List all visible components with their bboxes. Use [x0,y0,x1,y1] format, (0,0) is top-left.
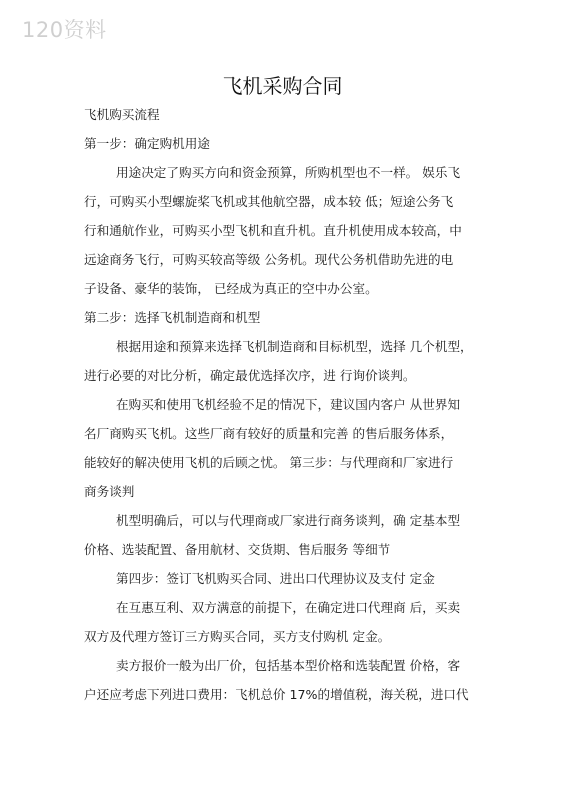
paragraph-line: 用途决定了购买方向和资金预算，所购机型也不一样。 娱乐飞 [116,165,461,180]
paragraph-line: 机型明确后，可以与代理商或厂家进行商务谈判，确 定基本型 [116,513,461,528]
paragraph-line: 根据用途和预算来选择飞机制造商和目标机型，选择 几个机型， [116,339,473,354]
step-heading: 第四步：签订飞机购买合同、进出口代理协议及支付 定金 [116,571,435,586]
paragraph-line: 价格、选装配置、备用航材、交货期、售后服务 等细节 [84,542,391,557]
paragraph-line: 行和通航作业，可购买小型飞机和直升机。直升机使用成本较高，中 [84,223,462,238]
paragraph-line: 户还应考虑下列进口费用：飞机总价 17%的增值税，海关税，进口代 [84,687,469,702]
paragraph-line: 子设备、豪华的装饰， 已经成为真正的空中办公室。 [84,281,378,296]
paragraph-line: 双方及代理方签订三方购买合同，买方支付购机 定金。 [84,629,391,644]
paragraph-line: 在互惠互利、双方满意的前提下，在确定进口代理商 后，买卖 [116,600,461,615]
step-heading: 第二步：选择飞机制造商和机型 [84,310,261,325]
document-body [84,100,504,709]
paragraph-line: 卖方报价一般为出厂价，包括基本型价格和选装配置 价格，客 [116,658,461,673]
watermark: 120资料 [22,18,107,42]
paragraph-line: 远途商务飞行，可购买较高等级 公务机。现代公务机借助先进的电 [84,252,454,267]
paragraph-line: 名厂商购买飞机。这些厂商有较好的质量和完善 的售后服务体系， [84,426,454,441]
paragraph-line: 进行必要的对比分析，确定最优选择次序，进 行询价谈判。 [84,368,416,383]
document-title: 飞机采购合同 [222,74,343,98]
paragraph-line: 能较好的解决使用飞机的后顾之忧。 第三步：与代理商和厂家进行 [84,455,454,470]
paragraph-line: 商务谈判 [84,484,135,499]
paragraph-line: 在购买和使用飞机经验不足的情况下，建议国内客户 从世界知 [116,397,461,412]
step-heading: 第一步：确定购机用途 [84,136,210,151]
paragraph-line: 行，可购买小型螺旋桨飞机或其他航空器，成本较 低；短途公务飞 [84,194,454,209]
section-heading: 飞机购买流程 [84,107,160,122]
